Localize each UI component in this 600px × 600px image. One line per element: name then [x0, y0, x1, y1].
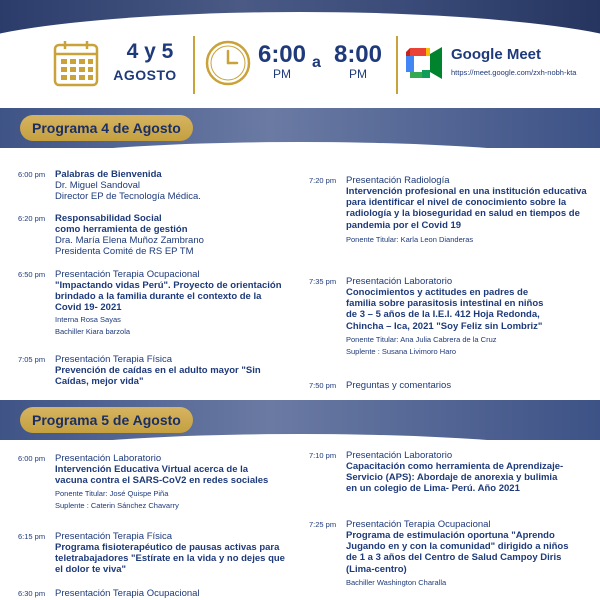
- event-info-bar: [0, 30, 600, 102]
- end-time: 8:00 PM: [333, 41, 383, 81]
- divider: [396, 36, 398, 94]
- meet-link[interactable]: https://meet.google.com/zxh-nobh-kta: [451, 68, 577, 77]
- event-month: AGOSTO: [113, 67, 177, 83]
- divider: [193, 36, 195, 94]
- platform-name: Google Meet: [451, 46, 542, 63]
- day2-label: Programa 5 de Agosto: [20, 407, 193, 433]
- clock-icon: [203, 38, 253, 88]
- day1-label: Programa 4 de Agosto: [20, 115, 193, 141]
- calendar-icon: [52, 38, 100, 88]
- google-meet-icon: [406, 46, 444, 80]
- time-connector: a: [312, 54, 321, 71]
- start-time: 6:00 PM: [257, 41, 307, 81]
- event-days: 4 y 5: [126, 40, 174, 63]
